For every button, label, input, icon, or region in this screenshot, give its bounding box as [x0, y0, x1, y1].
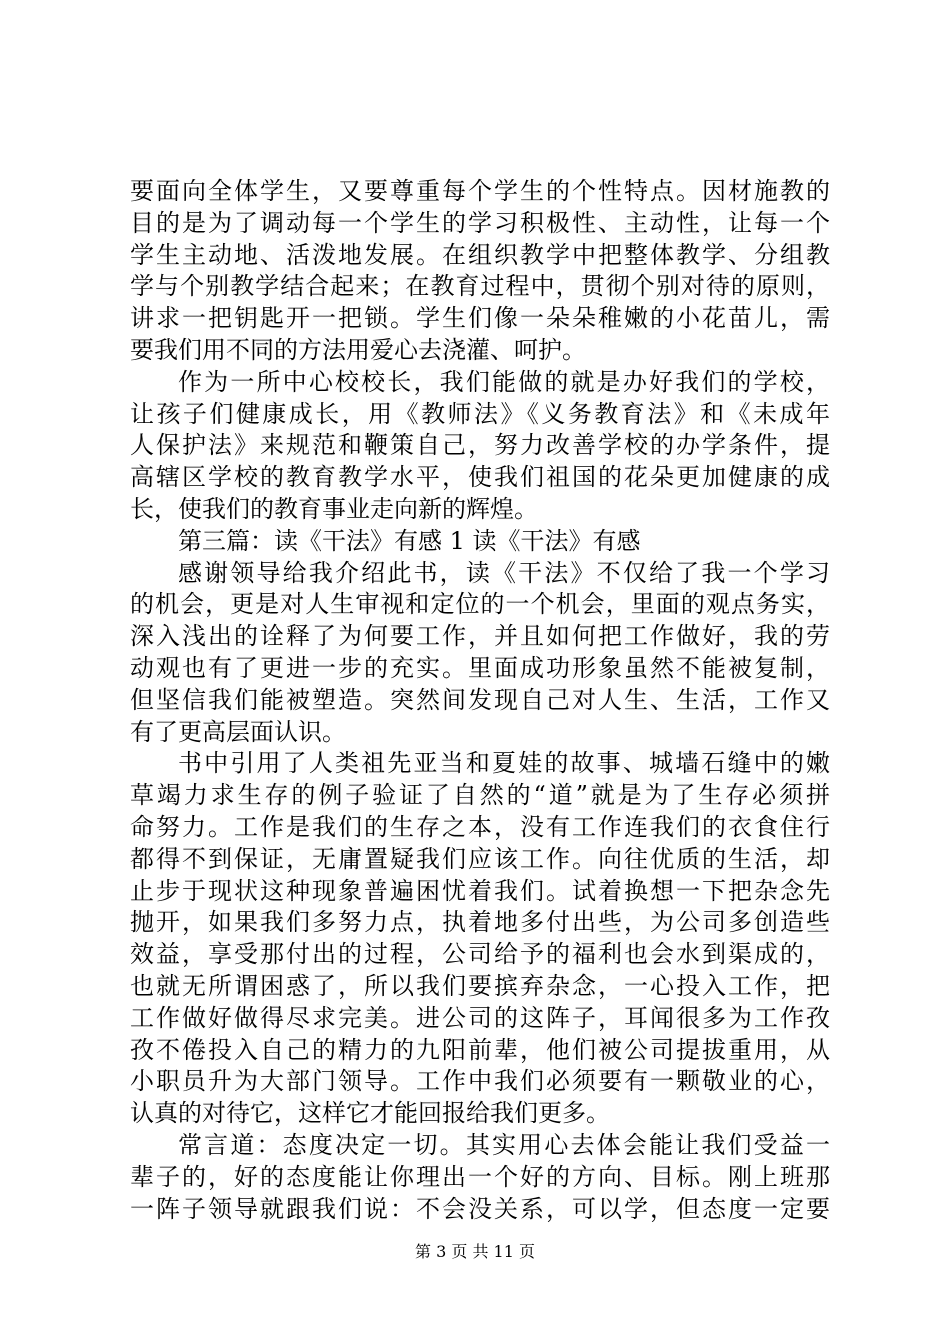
text-line: 有了更高层面认识。 [130, 717, 346, 746]
page-footer: 第 3 页 共 11 页 [415, 1242, 535, 1261]
text-line: 作为一所中心校校长，我们能做的就是办好我们的学校， [178, 367, 830, 396]
text-line: 学生主动地、活泼地发展。在组织教学中把整体教学、分组教 [130, 240, 830, 269]
text-line: 草竭力求生存的例子验证了自然的“道”就是为了生存必须拼 [130, 781, 830, 810]
text-line: 抛开，如果我们多努力点，执着地多付出些，为公司多创造些 [130, 908, 830, 937]
text-line: 工作做好做得尽求完美。进公司的这阵子，耳闻很多为工作孜 [130, 1003, 830, 1032]
text-line: 孜不倦投入自己的精力的九阳前辈，他们被公司提拔重用，从 [130, 1035, 830, 1064]
document-body [130, 176, 830, 1225]
text-line: 让孩子们健康成长，用《教师法》《义务教育法》和《未成年 [130, 399, 830, 428]
text-line: 的机会，更是对人生审视和定位的一个机会，里面的观点务实， [130, 590, 830, 619]
text-line: 书中引用了人类祖先亚当和夏娃的故事、城墙石缝中的嫩 [178, 749, 830, 778]
text-line: 学与个别教学结合起来；在教育过程中，贯彻个别对待的原则， [130, 272, 830, 301]
text-line: 感谢领导给我介绍此书，读《干法》不仅给了我一个学习 [178, 558, 830, 587]
text-line: 深入浅出的诠释了为何要工作，并且如何把工作做好，我的劳 [130, 622, 830, 651]
text-line: 但坚信我们能被塑造。突然间发现自己对人生、生活，工作又 [130, 685, 830, 714]
text-line: 高辖区学校的教育教学水平，使我们祖国的花朵更加健康的成 [130, 463, 830, 492]
text-line: 认真的对待它，这样它才能回报给我们更多。 [130, 1099, 610, 1128]
text-line: 辈子的，好的态度能让你理出一个好的方向、目标。刚上班那 [130, 1162, 830, 1191]
text-line: 人保护法》来规范和鞭策自己，努力改善学校的办学条件，提 [130, 431, 830, 460]
text-line: 效益，享受那付出的过程，公司给予的福利也会水到渠成的， [130, 940, 830, 969]
text-line: 命努力。工作是我们的生存之本，没有工作连我们的衣食住行 [130, 812, 830, 841]
text-line: 第三篇：读《干法》有感 1 读《干法》有感 [178, 526, 641, 555]
text-line: 也就无所谓困惑了，所以我们要摈弃杂念，一心投入工作，把 [130, 971, 830, 1000]
text-line: 常言道：态度决定一切。其实用心去体会能让我们受益一 [178, 1130, 830, 1159]
text-line: 讲求一把钥匙开一把锁。学生们像一朵朵稚嫩的小花苗儿，需 [130, 304, 830, 333]
text-line: 目的是为了调动每一个学生的学习积极性、主动性，让每一个 [130, 208, 830, 237]
text-line: 一阵子领导就跟我们说：不会没关系，可以学，但态度一定要 [130, 1194, 830, 1223]
text-line: 要面向全体学生，又要尊重每个学生的个性特点。因材施教的 [130, 177, 830, 205]
text-line: 止步于现状这种现象普遍困忧着我们。试着换想一下把杂念先 [130, 876, 830, 905]
text-line: 小职员升为大部门领导。工作中我们必须要有一颗敬业的心， [130, 1067, 830, 1096]
text-line: 都得不到保证，无庸置疑我们应该工作。向往优质的生活，却 [130, 844, 830, 873]
text-line: 要我们用不同的方法用爱心去浇灌、呵护。 [130, 335, 586, 364]
text-line: 长，使我们的教育事业走向新的辉煌。 [130, 494, 538, 523]
text-line: 动观也有了更进一步的充实。里面成功形象虽然不能被复制， [130, 653, 830, 682]
